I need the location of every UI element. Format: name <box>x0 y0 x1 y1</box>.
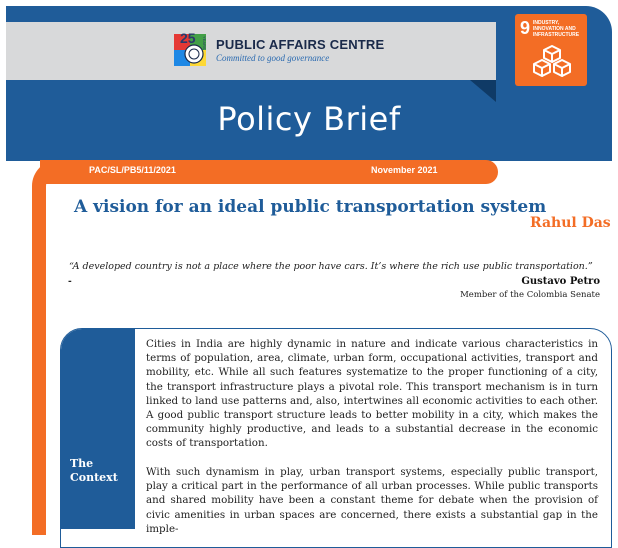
epigraph-quote: “A developed country is not a place where the poor have cars. It’s where the rich use public transportation.” <box>69 261 593 272</box>
document-reference: PAC/SL/PB5/11/2021 <box>89 165 176 175</box>
author-name: Rahul Das <box>530 215 611 231</box>
pac-logo <box>172 30 384 70</box>
org-name: PUBLIC AFFAIRS CENTRE <box>216 37 385 52</box>
quote-speaker: Gustavo Petro <box>521 276 600 287</box>
cubes-icon <box>531 42 573 82</box>
org-tagline: Committed to good governance <box>216 53 330 63</box>
quote-speaker-role: Member of the Colombia Senate <box>460 290 600 300</box>
context-sidebar <box>61 329 135 529</box>
brief-title: A vision for an ideal public transportation system <box>74 197 547 217</box>
logo-badge: 25 <box>180 30 196 46</box>
sdg-badge <box>515 14 587 86</box>
context-heading-line2: Context <box>70 471 118 484</box>
logo-badge-sub: YEARS <box>202 36 207 50</box>
publication-date: November 2021 <box>371 165 438 175</box>
sdg-number: 9 <box>520 18 531 38</box>
context-heading <box>70 457 118 485</box>
epigraph-dash: - <box>68 277 72 287</box>
pac-emblem-icon <box>172 30 210 70</box>
context-paragraph-1: Cities in India are highly dynamic in nature and indicate various characteristics in terms of population, area, climate, urban form, occupational activities, transport and mobility, etc. While all such features systematize to the proper functioning of a city, the transport infrastructure plays a pivotal role. This transport mechanism is in turn linked to land use patterns and, also, intertwines all economic activities to each other. A good public transport structure leads to better mobility in a city, which makes the community highly productive, and leads to a substantial decrease in the economic costs of transportation. <box>146 338 598 450</box>
sdg-label: INDUSTRY, INNOVATION AND INFRASTRUCTURE <box>533 20 580 38</box>
context-heading-line1: The <box>70 457 94 470</box>
fold-decoration <box>470 80 496 102</box>
orange-accent-curve <box>32 160 62 535</box>
context-paragraph-2: With such dynamism in play, urban transport systems, especially public transport, play a critical part in the performance of all urban processes. While public transports and shared mobility have been a constant theme for debate when the provision of civic amenities in urban spaces are concerned, there exists a substantial gap in the imple- <box>146 466 598 535</box>
document-type-title: Policy Brief <box>217 100 401 138</box>
